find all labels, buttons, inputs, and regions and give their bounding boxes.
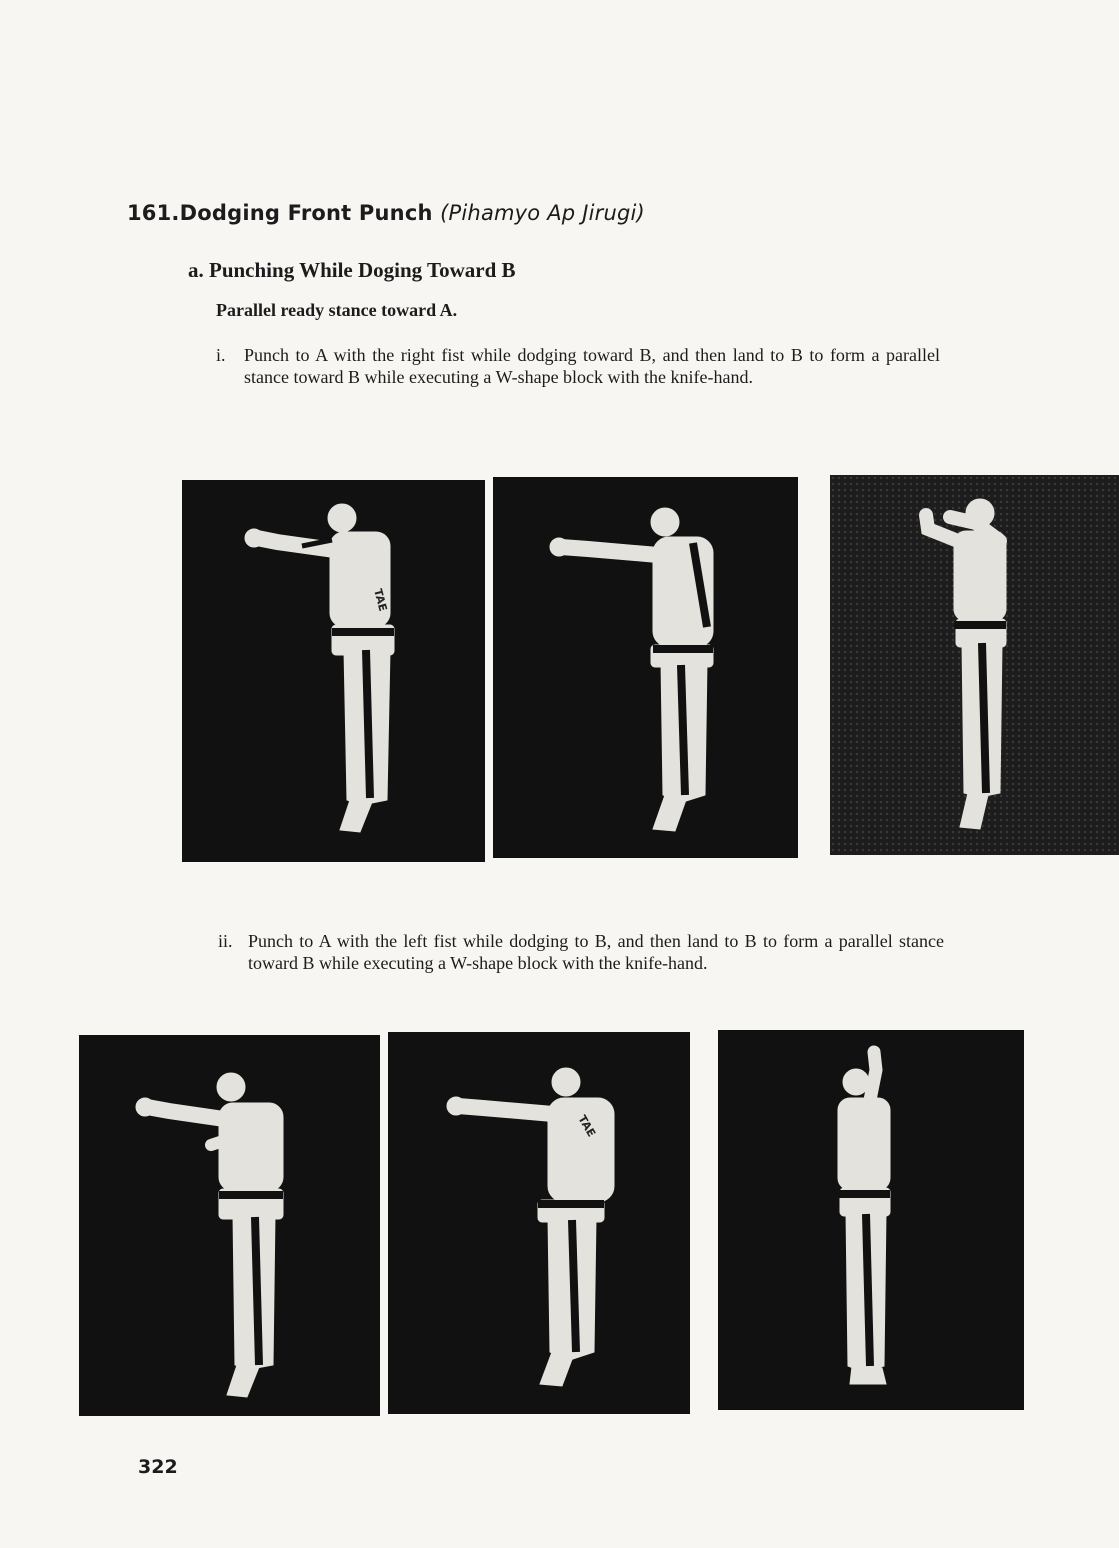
photo-step-ii-2 [388, 1032, 690, 1414]
figure-punch-extended [493, 477, 798, 858]
section-number: 161. [127, 201, 180, 225]
figure-w-shape-block [830, 475, 1119, 855]
step-marker: ii. [218, 931, 233, 951]
uniform-lettering: TAE [371, 587, 390, 613]
figure-knife-hand-block [718, 1030, 1024, 1410]
photo-step-ii-3 [718, 1030, 1024, 1410]
photo-step-i-2 [493, 477, 798, 858]
step-i [216, 344, 940, 388]
section-subtitle: (Pihamyo Ap Jirugi) [440, 201, 645, 225]
uniform-lettering: TAE [575, 1113, 599, 1140]
step-marker: i. [216, 345, 226, 365]
subsection-heading: a. Punching While Doging Toward B [188, 258, 516, 282]
section-title: Dodging Front Punch [179, 201, 433, 225]
figure-punch-left [79, 1035, 380, 1416]
page-number: 322 [138, 1456, 178, 1478]
ready-stance-text: Parallel ready stance toward A. [216, 300, 458, 320]
step-text: Punch to A with the right fist while dodging toward B, and then land to B to form a parallel stance toward B while executing a W-shape block with the knife-hand. [244, 345, 940, 387]
section-heading [127, 201, 645, 225]
photo-step-i-1 [182, 480, 485, 862]
photo-step-i-3 [830, 475, 1119, 855]
figure-punch-extended-left [388, 1032, 690, 1414]
step-ii [218, 930, 944, 974]
step-text: Punch to A with the left fist while dodging to B, and then land to B to form a parallel stance toward B while executing a W-shape block with the knife-hand. [248, 931, 944, 973]
figure-punch-right [182, 480, 485, 862]
photo-step-ii-1 [79, 1035, 380, 1416]
